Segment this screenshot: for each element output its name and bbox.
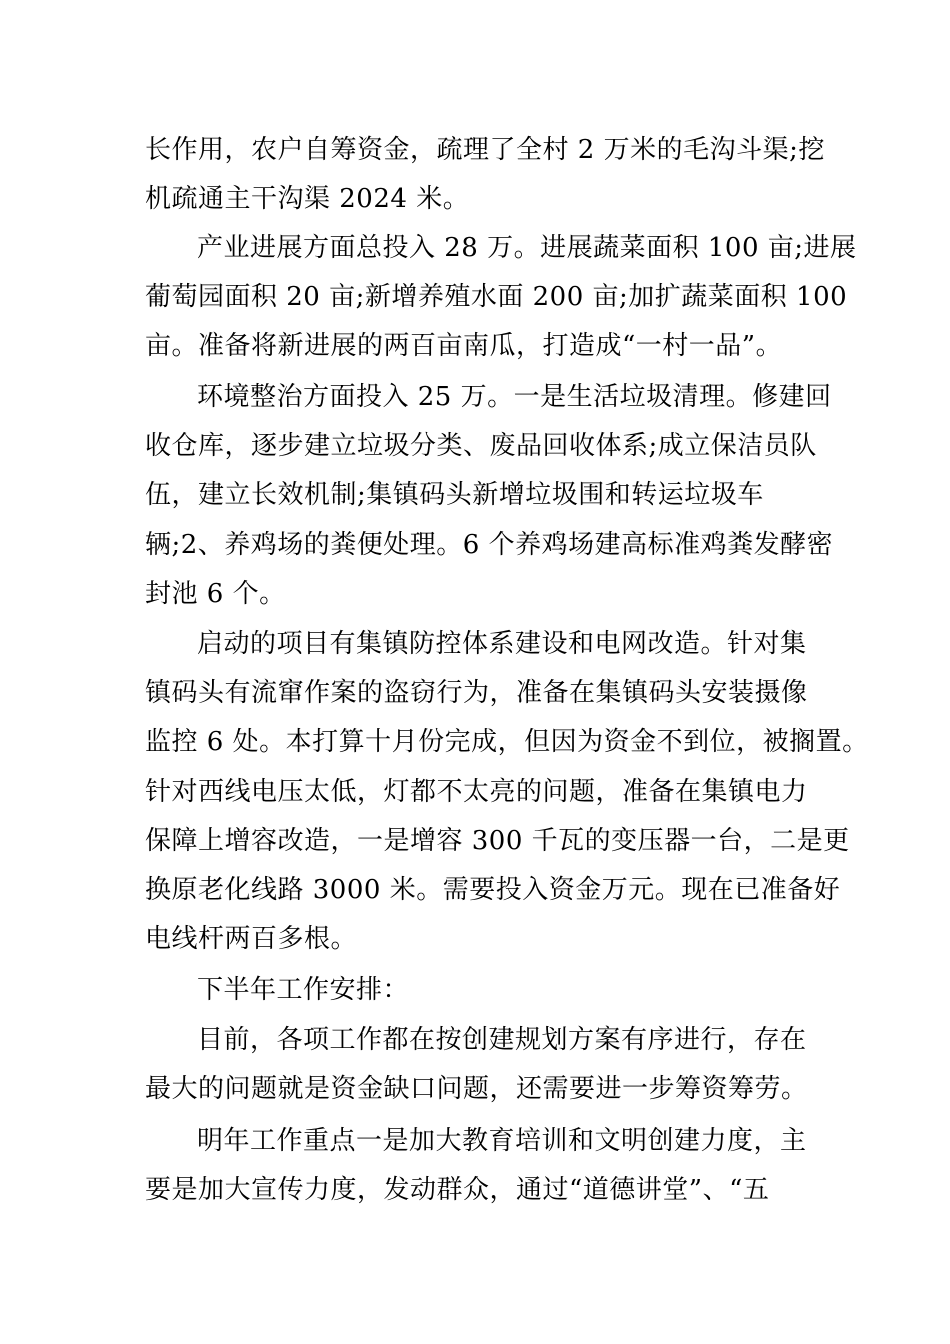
text-line: 镇码头有流窜作案的盗窃行为，准备在集镇码头安装摄像 bbox=[145, 678, 808, 708]
text-line: 机疏通主干沟渠 2024 米。 bbox=[145, 184, 470, 214]
text-line: 收仓库，逐步建立垃圾分类、废品回收体系;成立保洁员队 bbox=[145, 431, 817, 461]
text-line: 要是加大宣传力度，发动群众，通过“道德讲堂”、“五 bbox=[145, 1175, 770, 1205]
paragraph-start-line: 环境整治方面投入 25 万。一是生活垃圾清理。修建回 bbox=[197, 382, 832, 412]
text-line: 长作用，农户自筹资金，疏理了全村 2 万米的毛沟斗渠;挖 bbox=[145, 135, 825, 165]
paragraph-start-line: 启动的项目有集镇防控体系建设和电网改造。针对集 bbox=[197, 629, 807, 659]
text-line: 亩。准备将新进展的两百亩南瓜，打造成“一村一品”。 bbox=[145, 331, 783, 361]
text-line: 辆;2、养鸡场的粪便处理。6 个养鸡场建高标准鸡粪发酵密 bbox=[145, 530, 834, 560]
paragraph-start-line: 目前，各项工作都在按创建规划方案有序进行，存在 bbox=[197, 1025, 807, 1055]
text-line: 葡萄园面积 20 亩;新增养殖水面 200 亩;加扩蔬菜面积 100 bbox=[145, 282, 848, 312]
text-line: 电线杆两百多根。 bbox=[145, 924, 358, 954]
text-line: 换原老化线路 3000 米。需要投入资金万元。现在已准备好 bbox=[145, 875, 841, 905]
paragraph-start-line: 明年工作重点一是加大教育培训和文明创建力度，主 bbox=[197, 1126, 807, 1156]
text-line: 最大的问题就是资金缺口问题，还需要进一步筹资筹劳。 bbox=[145, 1074, 808, 1104]
paragraph-start-line: 产业进展方面总投入 28 万。进展蔬菜面积 100 亩;进展 bbox=[197, 233, 857, 263]
section-heading: 下半年工作安排： bbox=[197, 975, 410, 1005]
text-line: 伍，建立长效机制;集镇码头新增垃圾围和转运垃圾车 bbox=[145, 480, 764, 510]
text-line: 针对西线电压太低，灯都不太亮的问题，准备在集镇电力 bbox=[145, 777, 808, 807]
text-line: 监控 6 处。本打算十月份完成，但因为资金不到位，被搁置。 bbox=[145, 727, 869, 757]
text-line: 封池 6 个。 bbox=[145, 579, 286, 609]
text-line: 保障上增容改造，一是增容 300 千瓦的变压器一台，二是更 bbox=[145, 826, 850, 856]
